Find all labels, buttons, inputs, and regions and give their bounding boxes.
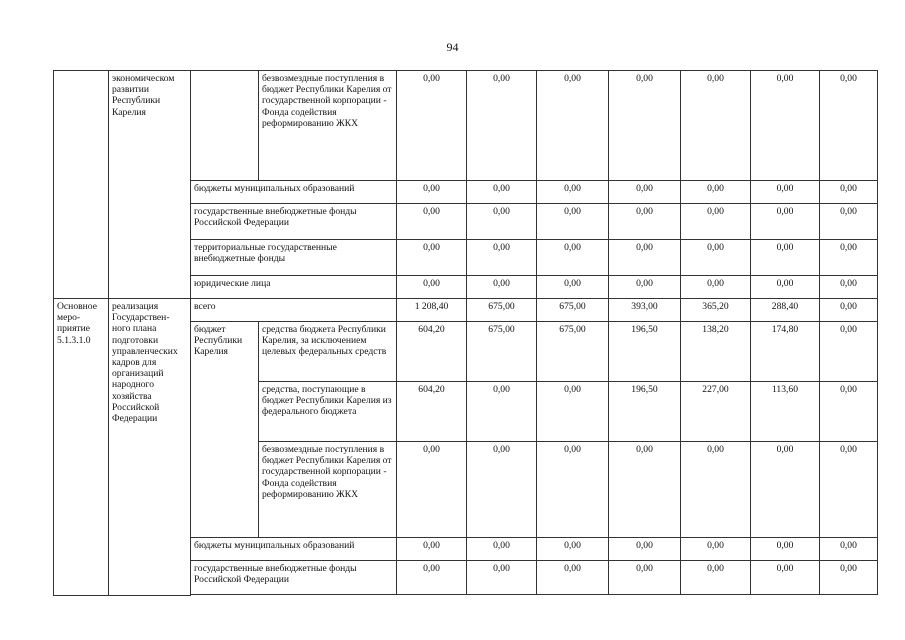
code-cell: Основное меро-приятие 5.1.3.1.0 — [54, 299, 109, 596]
value-cell: 196,50 — [609, 382, 681, 442]
subsource-cell: средства бюджета Республики Карелия, за исключением целевых федеральных средств — [259, 322, 397, 382]
value-cell: 0,00 — [609, 71, 681, 181]
value-cell: 0,00 — [820, 181, 878, 204]
value-cell: 0,00 — [537, 382, 609, 442]
value-cell: 0,00 — [681, 442, 751, 538]
subsource-cell: средства, поступающие в бюджет Республики Карелия из федерального бюджета — [259, 382, 397, 442]
value-cell: 0,00 — [397, 561, 467, 595]
value-cell: 0,00 — [681, 71, 751, 181]
page-number: 94 — [446, 40, 459, 54]
table-row — [54, 71, 878, 181]
value-cell: 138,20 — [681, 322, 751, 382]
value-cell: 0,00 — [397, 276, 467, 299]
value-cell: 0,00 — [467, 538, 537, 561]
value-cell: 0,00 — [397, 240, 467, 276]
value-cell: 0,00 — [467, 204, 537, 240]
value-cell: 0,00 — [681, 240, 751, 276]
value-cell: 113,60 — [751, 382, 820, 442]
value-cell: 227,00 — [681, 382, 751, 442]
value-cell: 0,00 — [751, 442, 820, 538]
value-cell: 0,00 — [609, 181, 681, 204]
value-cell: 0,00 — [609, 561, 681, 595]
value-cell: 0,00 — [820, 204, 878, 240]
value-cell: 0,00 — [681, 276, 751, 299]
value-cell: 0,00 — [681, 204, 751, 240]
source-cell: бюджеты муниципальных образований — [191, 538, 397, 561]
source-cell: юридические лица — [191, 276, 397, 299]
source-cell — [191, 71, 259, 181]
value-cell: 0,00 — [397, 204, 467, 240]
value-cell: 0,00 — [537, 538, 609, 561]
value-cell: 0,00 — [751, 204, 820, 240]
value-cell: 0,00 — [681, 538, 751, 561]
value-cell: 174,80 — [751, 322, 820, 382]
value-cell: 0,00 — [537, 276, 609, 299]
value-cell: 675,00 — [467, 322, 537, 382]
value-cell: 0,00 — [467, 561, 537, 595]
value-cell: 0,00 — [820, 382, 878, 442]
value-cell: 0,00 — [820, 299, 878, 322]
subsource-cell: безвозмездные поступления в бюджет Республики Карелия от государственной корпорации - Фонда содействия реформированию ЖКХ — [259, 71, 397, 181]
value-cell: 0,00 — [467, 181, 537, 204]
value-cell: 393,00 — [609, 299, 681, 322]
value-cell: 1 208,40 — [397, 299, 467, 322]
value-cell: 0,00 — [609, 276, 681, 299]
value-cell: 0,00 — [820, 442, 878, 538]
value-cell: 0,00 — [467, 276, 537, 299]
spacer-cell — [191, 595, 397, 596]
value-cell: 288,40 — [751, 299, 820, 322]
value-cell: 0,00 — [751, 561, 820, 595]
value-cell: 0,00 — [609, 538, 681, 561]
value-cell: 0,00 — [397, 71, 467, 181]
source-cell: территориальные государственные внебюджетные фонды — [191, 240, 397, 276]
value-cell: 0,00 — [681, 561, 751, 595]
value-cell: 0,00 — [820, 240, 878, 276]
value-cell: 0,00 — [537, 561, 609, 595]
source-cell: государственные внебюджетные фонды Российской Федерации — [191, 204, 397, 240]
value-cell: 0,00 — [537, 181, 609, 204]
value-cell: 365,20 — [681, 299, 751, 322]
value-cell: 0,00 — [681, 181, 751, 204]
value-cell: 0,00 — [609, 204, 681, 240]
value-cell: 675,00 — [467, 299, 537, 322]
value-cell: 0,00 — [397, 538, 467, 561]
value-cell: 0,00 — [537, 240, 609, 276]
measure-name-cell: экономическом развитии Республики Карелия — [109, 71, 191, 299]
source-cell: бюджет Республики Карелия — [191, 322, 259, 538]
budget-table — [53, 70, 878, 596]
value-cell: 604,20 — [397, 382, 467, 442]
value-cell: 604,20 — [397, 322, 467, 382]
value-cell: 0,00 — [820, 538, 878, 561]
source-cell: бюджеты муниципальных образований — [191, 181, 397, 204]
value-cell: 675,00 — [537, 322, 609, 382]
value-cell: 675,00 — [537, 299, 609, 322]
value-cell: 0,00 — [467, 240, 537, 276]
value-cell: 0,00 — [820, 561, 878, 595]
table-row — [54, 299, 878, 322]
value-cell: 0,00 — [609, 442, 681, 538]
value-cell: 0,00 — [537, 204, 609, 240]
value-cell: 0,00 — [751, 538, 820, 561]
value-cell: 0,00 — [467, 71, 537, 181]
value-cell: 0,00 — [537, 71, 609, 181]
source-cell: государственные внебюджетные фонды Российской Федерации — [191, 561, 397, 595]
value-cell: 0,00 — [820, 276, 878, 299]
source-cell: всего — [191, 299, 397, 322]
value-cell: 0,00 — [751, 276, 820, 299]
value-cell: 0,00 — [820, 322, 878, 382]
value-cell: 0,00 — [751, 181, 820, 204]
value-cell: 0,00 — [397, 181, 467, 204]
value-cell: 0,00 — [609, 240, 681, 276]
value-cell: 0,00 — [537, 442, 609, 538]
subsource-cell: безвозмездные поступления в бюджет Республики Карелия от государственной корпорации - Фонда содействия реформированию ЖКХ — [259, 442, 397, 538]
value-cell: 0,00 — [397, 442, 467, 538]
code-cell — [54, 71, 109, 299]
measure-name-cell: реализация Государствен-ного плана подготовки управленческих кадров для организаций народного хозяйства Российской Федерации — [109, 299, 191, 596]
value-cell: 0,00 — [467, 442, 537, 538]
value-cell: 0,00 — [467, 382, 537, 442]
value-cell: 0,00 — [820, 71, 878, 181]
value-cell: 0,00 — [751, 240, 820, 276]
value-cell: 0,00 — [751, 71, 820, 181]
value-cell: 196,50 — [609, 322, 681, 382]
